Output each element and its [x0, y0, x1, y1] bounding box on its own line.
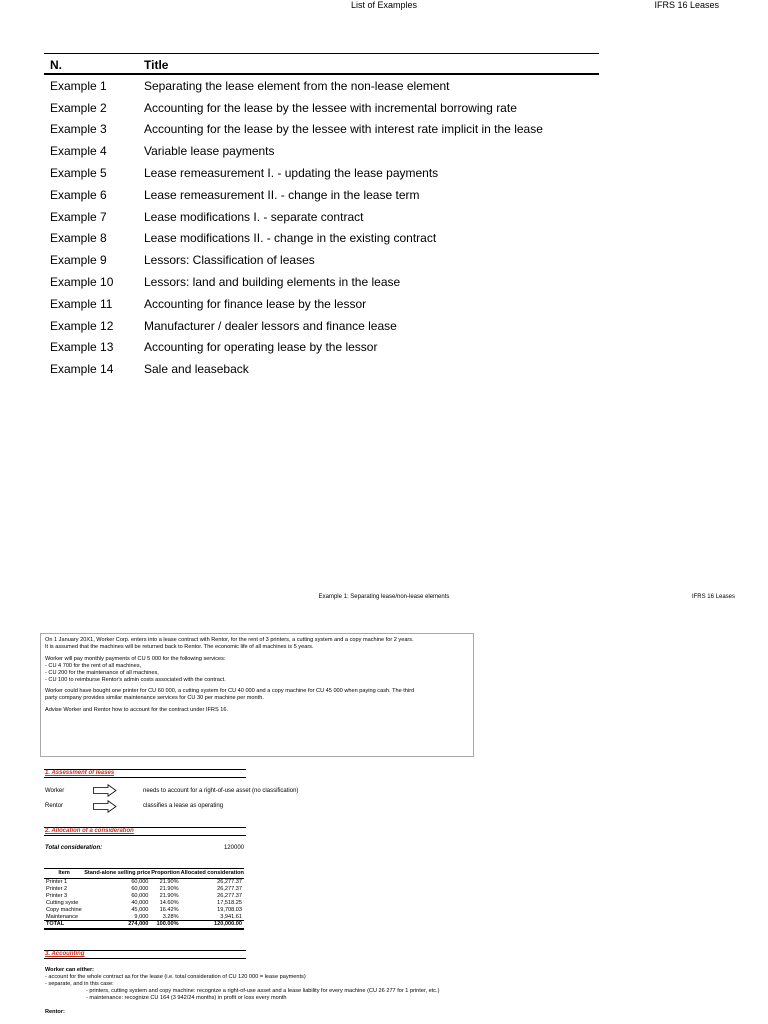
accounting-text — [45, 967, 745, 1015]
allocated-cell: 26,277.37 — [217, 892, 242, 899]
page-header-right: IFRS 16 Leases — [691, 594, 735, 600]
example-number: Example 7 — [50, 209, 107, 224]
allocation-header-row — [44, 869, 244, 879]
example-title: Accounting for the lease by the lessee with interest rate implicit in the lease — [144, 122, 543, 137]
column-header-title: Title — [138, 54, 599, 75]
accounting-line: - account for the whole contract as for the lease (i.e. total consideration of CU 120 000 = lease payments) — [45, 973, 306, 980]
item-cell: Cutting syste — [46, 899, 79, 906]
table-row — [44, 271, 599, 293]
proportion-cell: 21.90% — [159, 892, 179, 899]
case-line: It is assumed that the machines will be returned back to Rentor. The economic life of all machines is 5 years. — [45, 643, 314, 650]
case-paragraph — [45, 707, 469, 714]
example-number: Example 8 — [50, 231, 107, 246]
accounting-line: - separate, and in this case: — [45, 980, 114, 987]
case-paragraph — [45, 688, 469, 702]
case-line: party company provides similar maintenance services for CU 30 per machine per month. — [45, 695, 264, 702]
item-cell: Copy machine — [46, 906, 82, 913]
example-number: Example 5 — [50, 166, 107, 181]
allocated-cell: 26,277.37 — [217, 886, 242, 893]
example-title: Accounting for operating lease by the lessor — [144, 340, 378, 355]
column-header-standalone-price: Stand-alone selling price — [84, 869, 150, 879]
item-cell: Printer 3 — [46, 892, 68, 899]
column-header-allocated: Allocated consideration — [181, 869, 244, 879]
right-arrow-icon — [93, 800, 117, 813]
section-title-assessment: 1. Assessment of leases — [44, 769, 246, 778]
example-number: Example 13 — [50, 340, 114, 355]
rentor-treatment: classifies a lease as operating — [143, 803, 224, 809]
worker-heading: Worker can either: — [45, 967, 95, 973]
table-row — [44, 907, 244, 914]
allocated-cell: 120,000.00 — [181, 921, 244, 929]
allocation-table — [44, 868, 244, 930]
column-header-proportion: Proportion — [150, 869, 180, 879]
example-number: Example 3 — [50, 122, 107, 137]
accounting-line: - maintenance: recognize CU 164 (3 942/24 months) in profit or loss every month — [86, 994, 287, 1001]
table-row — [44, 293, 599, 315]
proportion-cell: 16.42% — [159, 906, 179, 913]
example-number: Example 2 — [50, 100, 107, 115]
page-header-title: List of Examples — [350, 0, 418, 10]
case-line: Worker will pay monthly payments of CU 5 000 for the following services: — [45, 655, 226, 662]
rentor-label: Rentor — [45, 803, 64, 809]
example-title: Lease remeasurement II. - change in the lease term — [144, 187, 420, 202]
standalone-price-cell: 9,000 — [134, 913, 149, 920]
example-number: Example 6 — [50, 187, 107, 202]
allocated-cell: 19,708.03 — [217, 906, 242, 913]
item-cell: Printer 1 — [46, 879, 68, 886]
total-row — [44, 921, 244, 929]
page-header-right: IFRS 16 Leases — [654, 0, 719, 10]
right-arrow-icon — [93, 784, 117, 797]
example-title: Lessors: land and building elements in the lease — [144, 275, 401, 290]
example-number: Example 10 — [50, 275, 114, 290]
case-line: Advise Worker and Rentor how to account for the contract under IFRS 16. — [45, 707, 229, 714]
table-row — [44, 337, 599, 359]
column-header-item: Item — [44, 869, 84, 879]
column-header-number: N. — [44, 54, 138, 75]
example-title: Lease modifications I. - separate contract — [144, 209, 364, 224]
table-row — [44, 140, 599, 162]
item-cell: Printer 2 — [46, 886, 68, 893]
standalone-price-cell: 60,000 — [131, 879, 149, 886]
standalone-price-cell: 45,000 — [131, 906, 149, 913]
table-row — [44, 900, 244, 907]
example-title: Sale and leaseback — [144, 362, 249, 377]
example-number: Example 9 — [50, 253, 107, 268]
allocated-cell: 26,277.37 — [217, 879, 242, 886]
table-row — [44, 162, 599, 184]
example-number: Example 1 — [50, 78, 107, 93]
allocated-cell: 17,518.25 — [217, 899, 242, 906]
item-cell: Maintenance — [46, 913, 79, 920]
table-row — [44, 249, 599, 271]
proportion-cell: 14.60% — [159, 899, 179, 906]
rentor-heading: Rentor: — [45, 1008, 65, 1015]
total-consideration-value: 120000 — [223, 845, 244, 851]
table-row — [44, 893, 244, 900]
total-consideration-label: Total consideration: — [45, 845, 103, 851]
proportion-cell: 21.90% — [159, 879, 179, 886]
case-line: On 1 January 20X1, Worker Corp. enters into a lease contract with Rentor, for the rent of 3 printers, a cutting system and a copy machine for 2 years. — [45, 637, 414, 643]
case-description-box — [40, 633, 474, 757]
example-title: Accounting for the lease by the lessee with incremental borrowing rate — [144, 100, 517, 115]
example-number: Example 12 — [50, 318, 114, 333]
case-line: - CU 4 700 for the rent of all machines, — [45, 662, 142, 669]
standalone-price-cell: 60,000 — [131, 892, 149, 899]
section-title-allocation: 2. Allocation of a consideration — [44, 827, 246, 836]
example-number: Example 14 — [50, 362, 114, 377]
example-number: Example 11 — [50, 296, 113, 311]
example-title: Lease remeasurement I. - updating the lease payments — [144, 166, 439, 181]
table-row — [44, 879, 244, 886]
table-row — [44, 228, 599, 250]
proportion-cell: 21.90% — [159, 886, 179, 893]
proportion-cell: 3.28% — [162, 913, 179, 920]
accounting-line: - printers, cutting system and copy machine: recognize a right-of-use asset and a lease liability for every machine (CU 26 277 for 1 printer, etc.) — [86, 987, 440, 994]
proportion-cell: 100.00% — [150, 921, 180, 929]
worker-treatment: needs to account for a right-of-use asset (no classification) — [143, 788, 299, 794]
item-cell: TOTAL — [44, 921, 84, 929]
table-row — [44, 886, 244, 893]
table-header-row — [44, 54, 599, 75]
examples-table — [44, 53, 599, 380]
standalone-price-cell: 60,000 — [131, 886, 149, 893]
example-title: Manufacturer / dealer lessors and finance lease — [144, 318, 397, 333]
page-header-title: Example 1: Separating lease/non-lease elements — [318, 594, 450, 600]
example-number: Example 4 — [50, 144, 107, 159]
worker-label: Worker — [45, 788, 65, 794]
example-title: Variable lease payments — [144, 144, 275, 159]
table-row — [44, 206, 599, 228]
case-line: - CU 100 to reimburse Rentor's admin costs associated with the contract. — [45, 676, 226, 683]
standalone-price-cell: 274,000 — [84, 921, 150, 929]
standalone-price-cell: 40,000 — [131, 899, 149, 906]
example-title: Separating the lease element from the non-lease element — [144, 78, 450, 93]
example-title: Accounting for finance lease by the lessor — [144, 296, 367, 311]
example-title: Lease modifications II. - change in the existing contract — [144, 231, 437, 246]
case-line: - CU 200 for the maintenance of all machines, — [45, 669, 159, 676]
case-line: Worker could have bought one printer for CU 60 000, a cutting system for CU 40 000 and a copy machine for CU 45 000 when paying cash. The third — [45, 688, 415, 695]
table-row — [44, 913, 244, 920]
table-row — [44, 97, 599, 119]
example-title: Lessors: Classification of leases — [144, 253, 315, 268]
allocated-cell: 3,941.61 — [220, 913, 242, 920]
case-paragraph — [45, 637, 469, 651]
table-row — [44, 119, 599, 141]
table-row — [44, 358, 599, 380]
table-row — [44, 184, 599, 206]
table-row — [44, 74, 599, 97]
section-title-accounting: 3. Accounting — [44, 950, 246, 959]
table-row — [44, 315, 599, 337]
case-paragraph — [45, 656, 469, 684]
